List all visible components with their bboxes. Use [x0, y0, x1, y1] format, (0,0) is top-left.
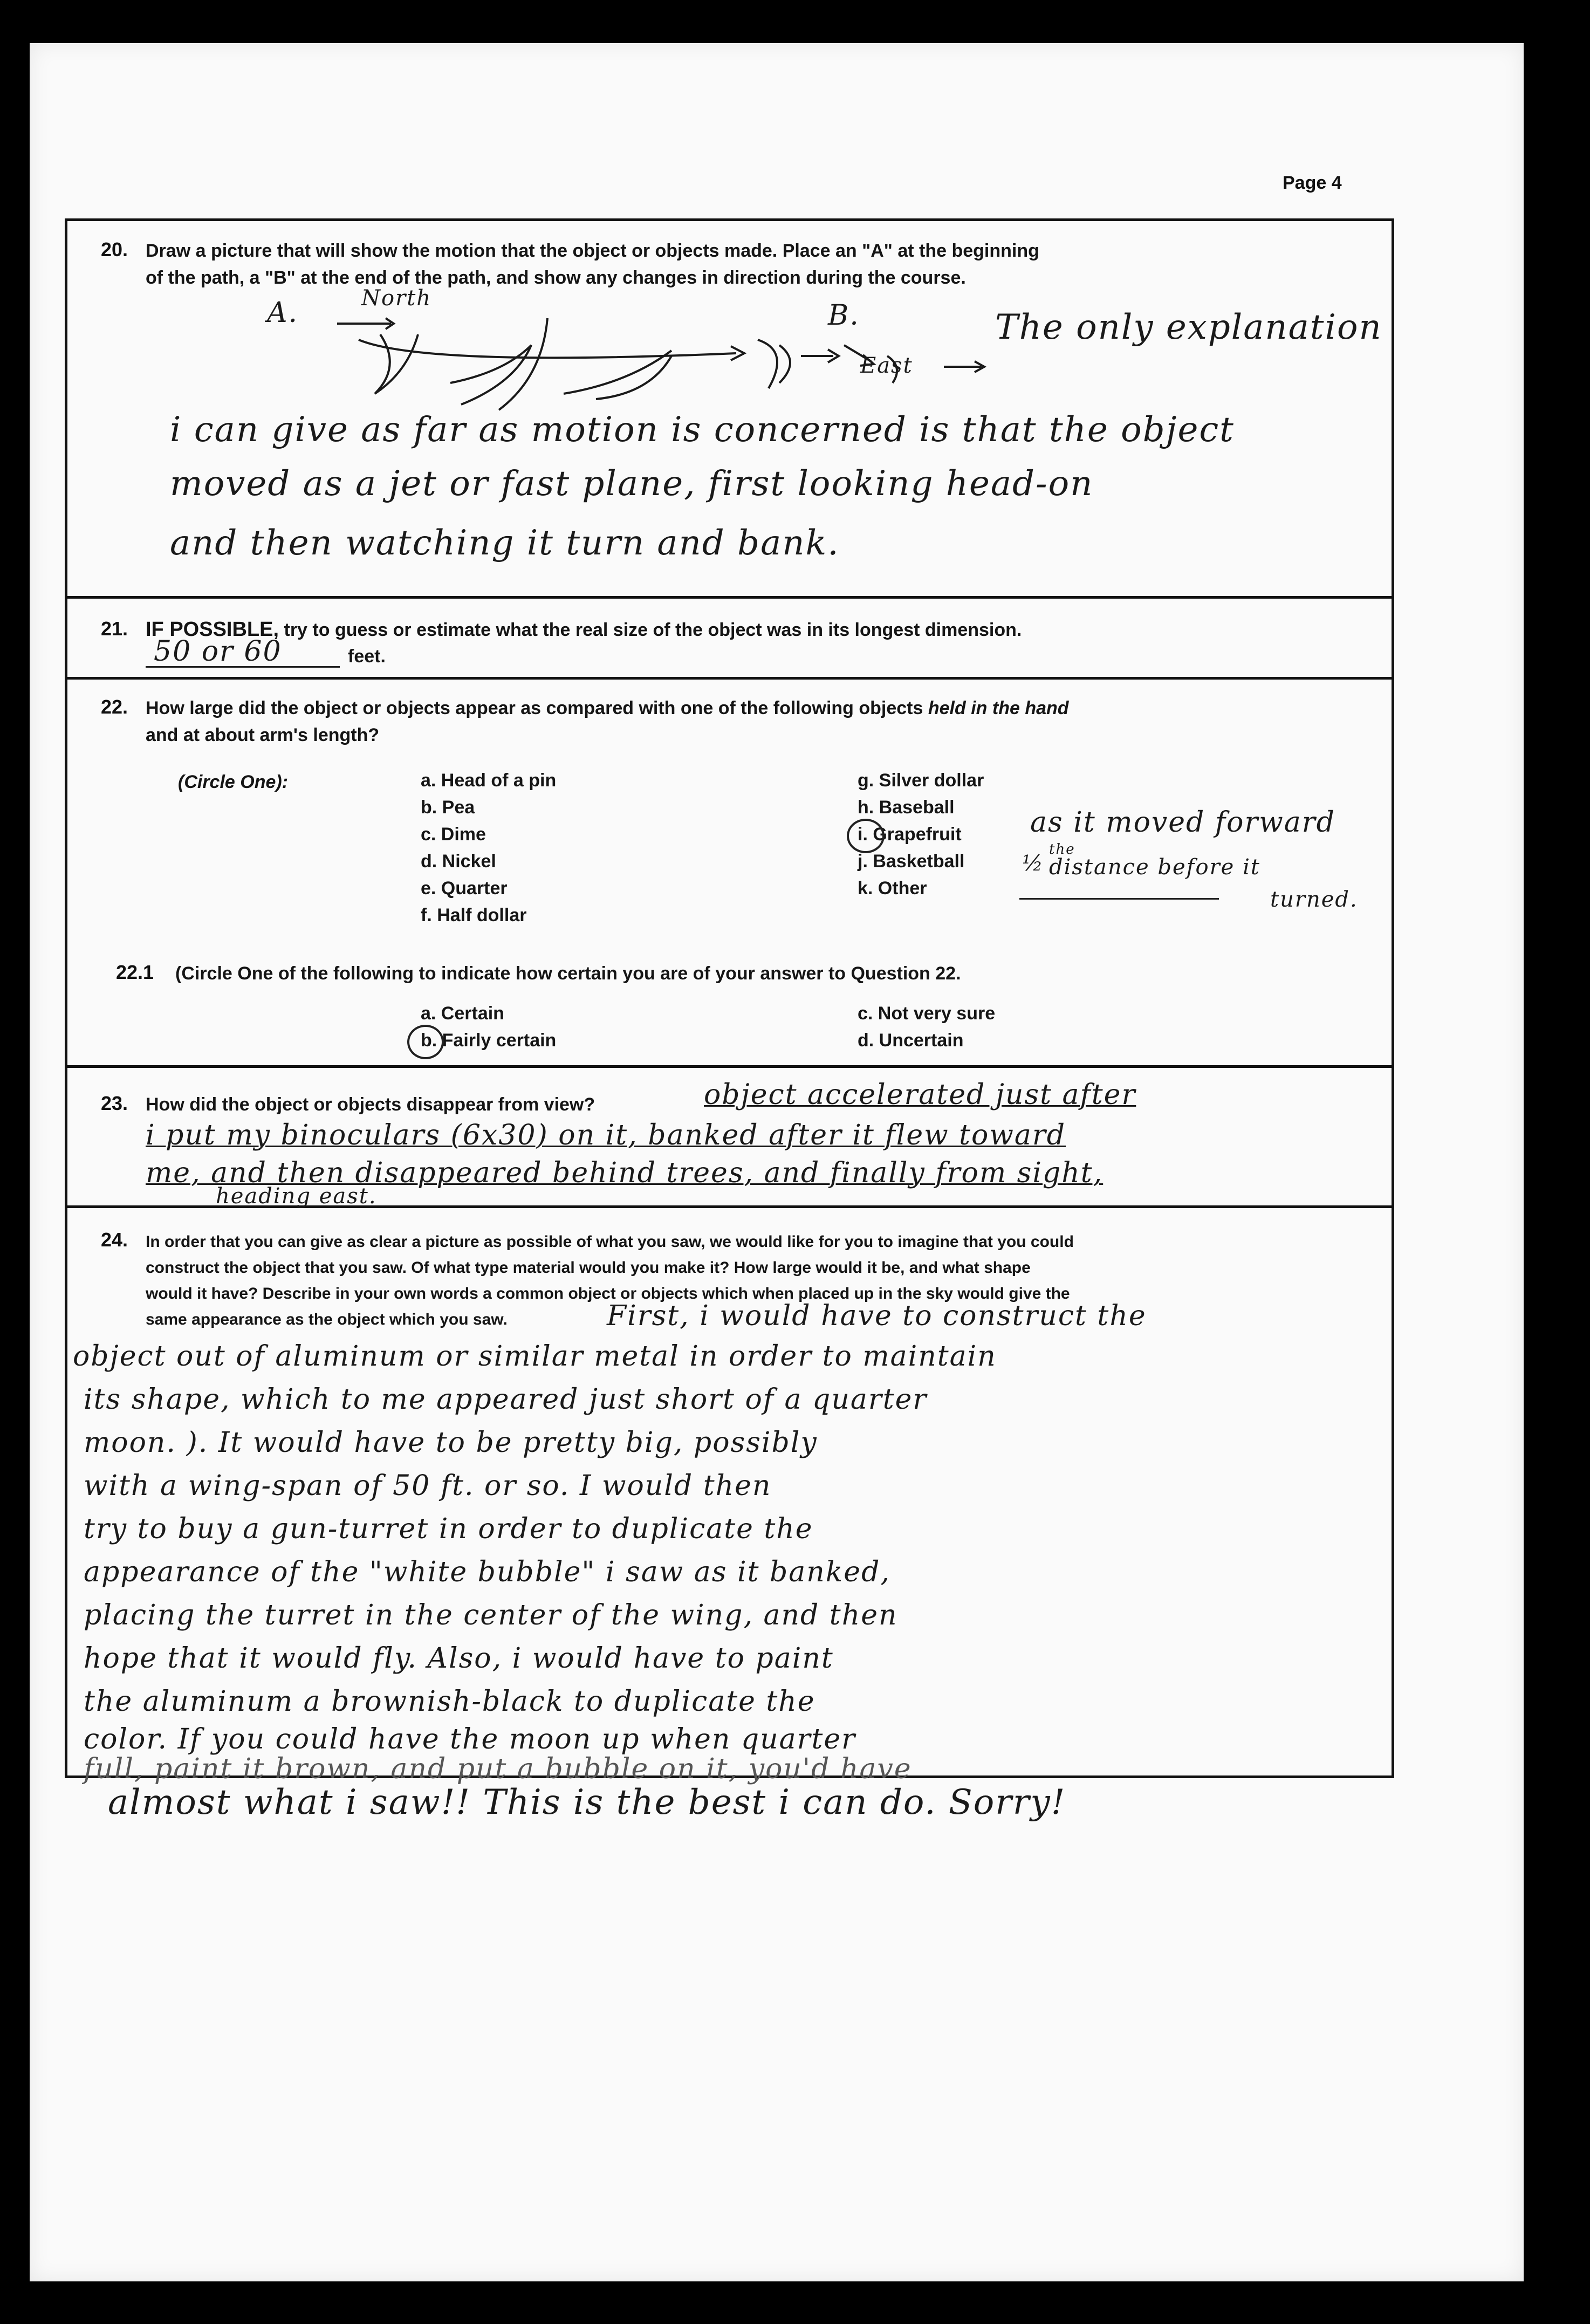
question-24-text-line2: construct the object that you saw. Of what type material would you make it? How large would it be, and what shape: [146, 1259, 1031, 1277]
question-20-answer-line4: and then watching it turn and bank.: [170, 523, 840, 563]
question-24-text-line3: would it have? Describe in your own words a common object or objects which when placed up in the sky would give the: [146, 1285, 1070, 1302]
question-22-text-a: How large did the object or objects appear as compared with one of the following objects: [146, 698, 928, 718]
size-unit: feet.: [348, 646, 386, 667]
question-21-lead: IF POSSIBLE,: [146, 618, 279, 641]
question-20-text-line2: of the path, a "B" at the end of the path, and show any changes in direction during the course.: [146, 268, 966, 288]
page-number: Page 4: [1283, 173, 1342, 193]
question-23-answer-line4: heading east.: [216, 1184, 377, 1209]
question-20-answer-line3: moved as a jet or fast plane, first looking head-on: [170, 464, 1094, 504]
question-23-section: [67, 1068, 1392, 1208]
question-24-text-line4: same appearance as the object which you saw.: [146, 1311, 508, 1328]
question-22-1-text: (Circle One of the following to indicate how certain you are of your answer to Question 22.: [175, 963, 961, 984]
question-22-text-line2: and at about arm's length?: [146, 725, 380, 745]
question-22-text-b: held in the hand: [928, 698, 1069, 718]
size-option-a[interactable]: a. Head of a pin: [421, 770, 557, 791]
question-23-answer-line3: me, and then disappeared behind trees, and finally from sight,: [146, 1157, 1104, 1189]
question-24-answer-line7: appearance of the "white bubble" i saw as it banked,: [84, 1556, 890, 1588]
question-24-number: 24.: [101, 1229, 128, 1251]
turned-note: turned.: [1270, 887, 1358, 912]
question-20-number: 20.: [101, 238, 128, 260]
question-23-answer-line2: i put my binoculars (6x30) on it, banked after it flew toward: [146, 1119, 1066, 1151]
question-24-answer-line13: almost what i saw!! This is the best i can do. Sorry!: [108, 1783, 1066, 1822]
question-24-answer-line5: with a wing-span of 50 ft. or so. I would then: [84, 1470, 772, 1502]
certainty-option-b[interactable]: b. Fairly certain: [421, 1030, 557, 1051]
size-option-d[interactable]: d. Nickel: [421, 851, 496, 872]
question-22-section: [67, 680, 1392, 1068]
circle-one-label: (Circle One):: [178, 772, 289, 792]
question-21-section: [67, 599, 1392, 680]
basketball-note-the: the: [1049, 841, 1075, 858]
question-24-answer-line2: object out of aluminum or similar metal in order to maintain: [73, 1340, 997, 1373]
grapefruit-note: as it moved forward: [1030, 806, 1335, 839]
question-20-answer-line1: The only explanation: [995, 307, 1382, 347]
question-24-answer-line12: full, paint it brown, and put a bubble on it, you'd have: [84, 1753, 912, 1785]
path-label-b: B.: [828, 299, 860, 332]
question-20-text-line1: Draw a picture that will show the motion that the object or objects made. Place an "A" at the beginning: [146, 241, 1039, 261]
size-option-i-circle: [847, 819, 885, 853]
question-22-text-line1: [146, 695, 1069, 722]
question-23-number: 23.: [101, 1092, 128, 1114]
size-answer: 50 or 60: [154, 635, 282, 668]
path-label-a: A.: [267, 297, 299, 329]
certainty-option-b-circle: [407, 1025, 444, 1059]
certainty-option-a[interactable]: a. Certain: [421, 1003, 504, 1024]
size-option-f[interactable]: f. Half dollar: [421, 905, 527, 926]
question-24-section: [67, 1208, 1392, 1785]
questionnaire-form: [65, 218, 1394, 1785]
east-arrow-icon: [941, 359, 990, 375]
question-22-number: 22.: [101, 696, 128, 718]
basketball-note: distance before it: [1049, 855, 1260, 880]
path-label-north: North: [361, 286, 432, 311]
question-21-rest: try to guess or estimate what the real size of the object was in its longest dimension.: [279, 620, 1022, 640]
question-24-answer-line11: color. If you could have the moon up when quarter: [84, 1723, 856, 1756]
path-label-east: East: [860, 353, 913, 378]
question-24-answer-line9: hope that it would fly. Also, i would have to paint: [84, 1642, 834, 1675]
basketball-note-fraction: ½: [1022, 851, 1044, 876]
question-24-answer-line3: its shape, which to me appeared just short of a quarter: [84, 1383, 928, 1416]
size-option-i[interactable]: i. Grapefruit: [858, 824, 962, 845]
question-24-answer-line8: placing the turret in the center of the wing, and then: [84, 1599, 898, 1631]
question-23-text: How did the object or objects disappear from view?: [146, 1094, 595, 1115]
other-answer-line: [1019, 898, 1219, 900]
question-24-answer-line6: try to buy a gun-turret in order to duplicate the: [84, 1513, 813, 1545]
question-21-number: 21.: [101, 618, 128, 640]
certainty-option-d[interactable]: d. Uncertain: [858, 1030, 964, 1051]
question-24-answer-line10: the aluminum a brownish-black to duplicate the: [84, 1685, 815, 1718]
question-20-section: [67, 221, 1392, 599]
size-option-e[interactable]: e. Quarter: [421, 878, 508, 899]
size-option-j[interactable]: j. Basketball: [858, 851, 965, 872]
question-22-1-number: 22.1: [116, 961, 154, 983]
size-option-b[interactable]: b. Pea: [421, 797, 475, 818]
question-20-answer-line2: i can give as far as motion is concerned is that the object: [170, 410, 1235, 450]
certainty-option-c[interactable]: c. Not very sure: [858, 1003, 996, 1024]
question-24-answer-line1: First, i would have to construct the: [607, 1300, 1147, 1332]
question-23-answer-line1: object accelerated just after: [704, 1079, 1136, 1111]
question-24-answer-line4: moon. ). It would have to be pretty big, possibly: [84, 1427, 818, 1459]
size-option-c[interactable]: c. Dime: [421, 824, 486, 845]
size-option-g[interactable]: g. Silver dollar: [858, 770, 984, 791]
size-option-h[interactable]: h. Baseball: [858, 797, 955, 818]
size-option-k[interactable]: k. Other: [858, 878, 927, 899]
question-24-text-line1: In order that you can give as clear a picture as possible of what you saw, we would like for you to imagine that you could: [146, 1233, 1074, 1251]
